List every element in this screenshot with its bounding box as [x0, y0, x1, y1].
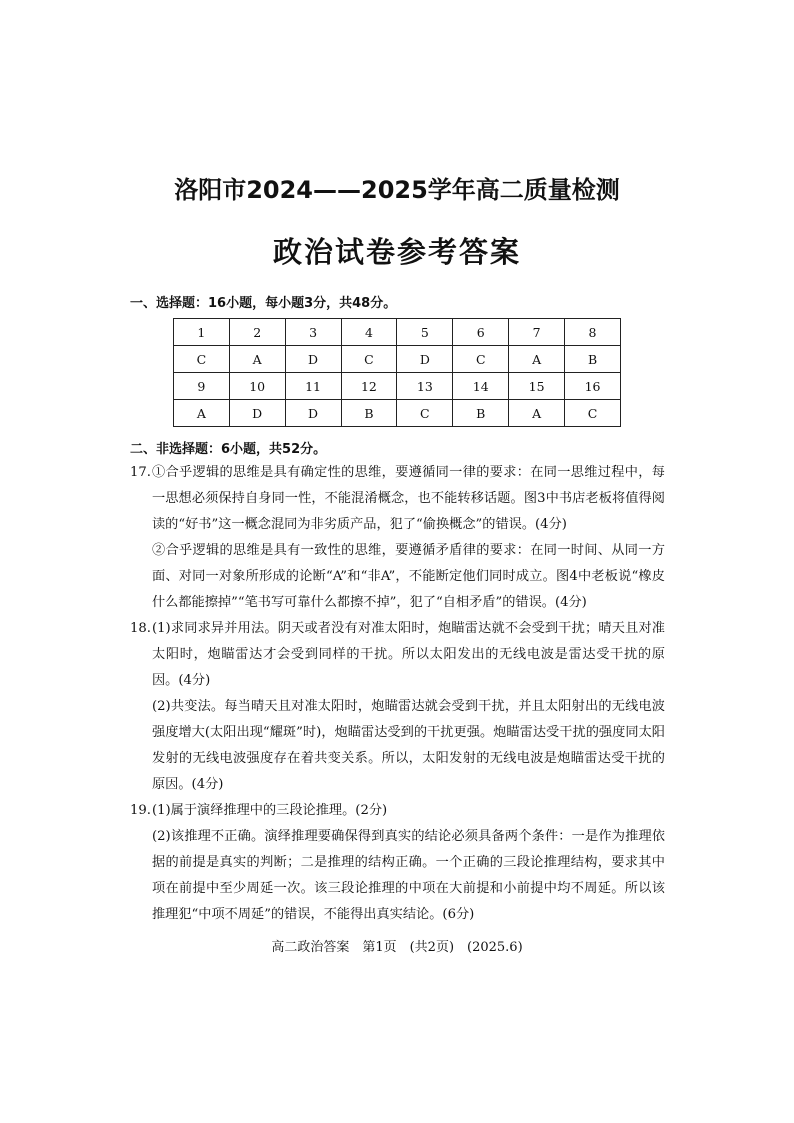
answer-cell: B — [565, 346, 621, 373]
question-17 — [130, 460, 665, 616]
question-number-cell: 16 — [565, 373, 621, 400]
document-title: 政治试卷参考答案 — [272, 235, 521, 269]
answer-table-row — [174, 373, 621, 400]
question-number: 17. — [130, 465, 151, 480]
answer-table-row — [174, 319, 621, 346]
question-number-cell: 14 — [453, 373, 509, 400]
part2-heading: 二、非选择题：6小题，共52分。 — [130, 442, 327, 457]
question-number-cell: 2 — [229, 319, 285, 346]
q18-answer-2: (2)共变法。每当晴天且对准太阳时，炮瞄雷达就会受到干扰，并且太阳射出的无线电波强度增大(太阳出现“耀斑”时)，炮瞄雷达受到的干扰更强。炮瞄雷达受干扰的强度同太阳发射的无线电波强度存在着共变关系。所以，太阳发射的无线电波是炮瞄雷达受干扰的原因。(4分) — [152, 699, 665, 792]
question-number-cell: 6 — [453, 319, 509, 346]
q18-answer-1: (1)求同求异并用法。阴天或者没有对准太阳时，炮瞄雷达就不会受到干扰；晴天且对准太阳时，炮瞄雷达才会受到同样的干扰。所以太阳发出的无线电波是雷达受干扰的原因。(4分) — [152, 621, 665, 688]
answer-cell: A — [229, 346, 285, 373]
answer-cell: C — [341, 346, 397, 373]
question-number-cell: 8 — [565, 319, 621, 346]
q19-answer-2: (2)该推理不正确。演绎推理要确保得到真实的结论必须具备两个条件：一是作为推理依据的前提是真实的判断；二是推理的结构正确。一个正确的三段论推理结构，要求其中项在前提中至少周延一次。该三段论推理的中项在大前提和小前提中均不周延。所以该推理犯“中项不周延”的错误，不能得出真实结论。(6分) — [152, 829, 665, 922]
question-number-cell: 1 — [174, 319, 230, 346]
answer-cell: A — [174, 400, 230, 427]
question-number-cell: 12 — [341, 373, 397, 400]
answer-cell: C — [453, 346, 509, 373]
question-18 — [130, 616, 665, 798]
question-number-cell: 15 — [509, 373, 565, 400]
answer-cell: C — [397, 400, 453, 427]
answer-table-row — [174, 346, 621, 373]
q17-answer-1: ①合乎逻辑的思维是具有确定性的思维，要遵循同一律的要求：在同一思维过程中，每一思想必须保持自身同一性，不能混淆概念，也不能转移话题。图3中书店老板将值得阅读的“好书”这一概念混同为非劣质产品，犯了“偷换概念”的错误。(4分) — [152, 465, 665, 532]
question-number-cell: 5 — [397, 319, 453, 346]
answer-cell: A — [509, 346, 565, 373]
answer-cell: B — [453, 400, 509, 427]
answer-cell: D — [285, 400, 341, 427]
question-number-cell: 9 — [174, 373, 230, 400]
page-footer: 高二政治答案 第1页 (共2页) (2025.6) — [271, 940, 523, 955]
question-number: 19. — [130, 803, 151, 818]
question-number: 18. — [130, 621, 151, 636]
answer-cell: D — [285, 346, 341, 373]
q19-answer-1: (1)属于演绎推理中的三段论推理。(2分) — [152, 803, 388, 818]
answer-cell: C — [174, 346, 230, 373]
answer-cell: C — [565, 400, 621, 427]
answer-cell: A — [509, 400, 565, 427]
answer-cell: D — [229, 400, 285, 427]
question-number-cell: 7 — [509, 319, 565, 346]
answer-table-row — [174, 400, 621, 427]
question-number-cell: 3 — [285, 319, 341, 346]
question-number-cell: 4 — [341, 319, 397, 346]
q17-answer-2: ②合乎逻辑的思维是具有一致性的思维，要遵循矛盾律的要求：在同一时间、从同一方面、对同一对象所形成的论断“A”和“非A”，不能断定他们同时成立。图4中老板说“橡皮什么都能擦掉”“笔书写可靠什么都擦不掉”，犯了“自相矛盾”的错误。(4分) — [152, 543, 665, 610]
part1-heading: 一、选择题：16小题，每小题3分，共48分。 — [130, 296, 397, 311]
question-number-cell: 11 — [285, 373, 341, 400]
answer-table — [173, 318, 621, 427]
question-number-cell: 13 — [397, 373, 453, 400]
answer-cell: B — [341, 400, 397, 427]
question-19 — [130, 798, 665, 928]
question-number-cell: 10 — [229, 373, 285, 400]
exam-title: 洛阳市2024——2025学年高二质量检测 — [174, 176, 620, 204]
answer-cell: D — [397, 346, 453, 373]
